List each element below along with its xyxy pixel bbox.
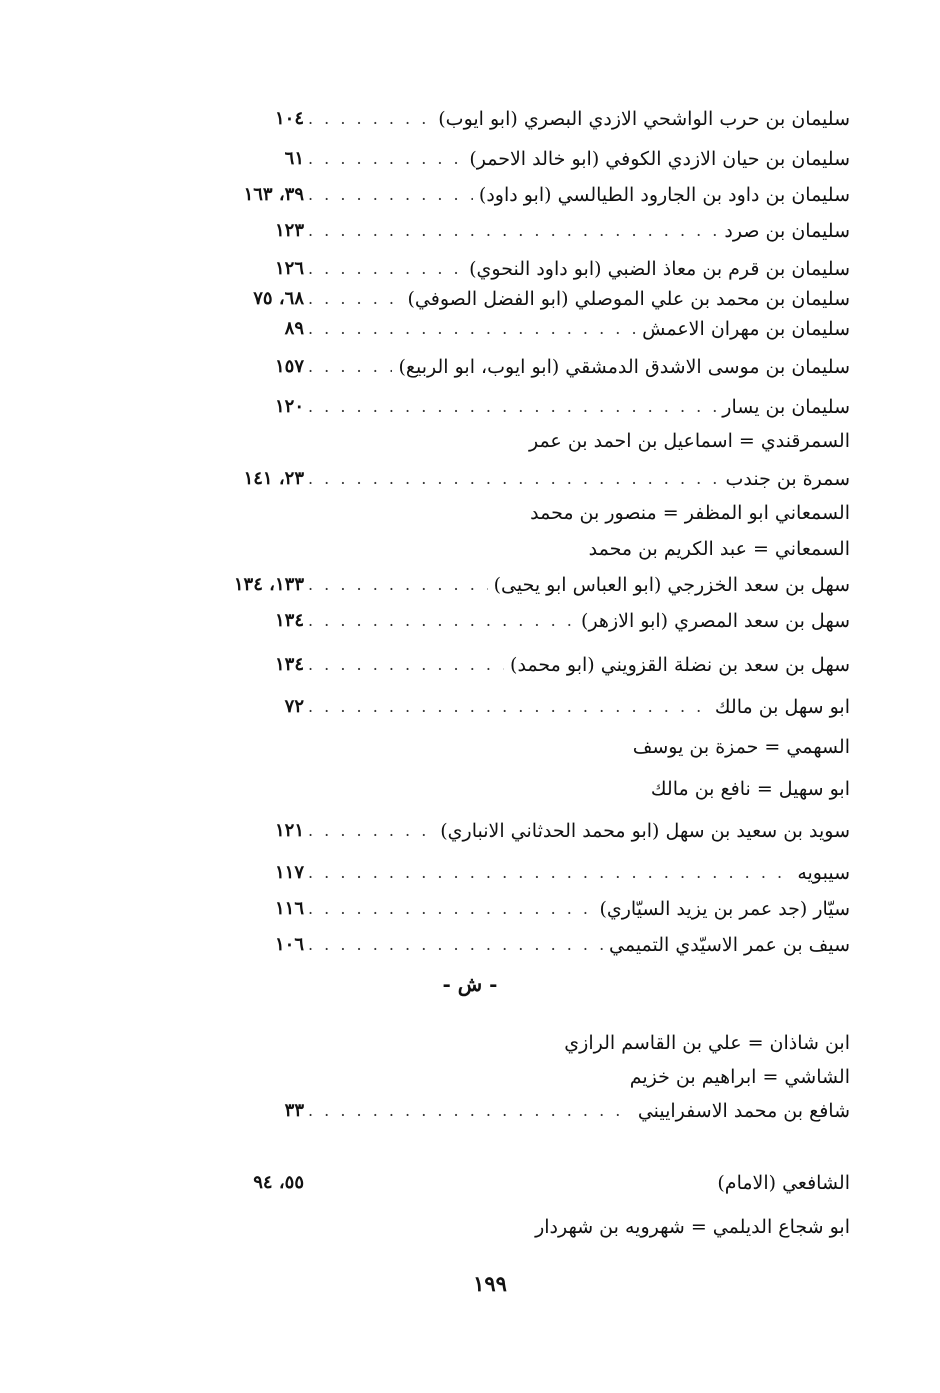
index-entry (200, 1166, 850, 1200)
index-entry (200, 1094, 850, 1128)
index-entry (200, 102, 850, 136)
index-entry (200, 856, 850, 890)
leader-dots (304, 892, 593, 926)
entry-name: ابن شاذان = علي بن القاسم الرازي (564, 1032, 850, 1054)
entry-name: سيبويه (797, 862, 850, 884)
entry-pages: ١٢١ (274, 820, 304, 841)
index-cross-reference (200, 1060, 850, 1094)
entry-name: سهل بن سعد بن نضلة القزويني (ابو محمد) (510, 654, 850, 676)
entry-name: سليمان بن صرد (724, 220, 850, 242)
index-entry (200, 892, 850, 926)
leader-dots (304, 312, 636, 346)
index-entry (200, 648, 850, 682)
index-entry (200, 350, 850, 384)
index-entry (200, 312, 850, 346)
leader-dots (304, 214, 718, 248)
leader-dots (304, 648, 504, 682)
index-entry (200, 604, 850, 638)
entry-name: سهل بن سعد المصري (ابو الازهر) (581, 610, 850, 632)
entry-pages: ١٢٠ (274, 396, 304, 417)
index-cross-reference (200, 424, 850, 458)
entry-pages: ١٣٣، ١٣٤ (233, 574, 304, 595)
index-entry (200, 928, 850, 962)
index-entry (200, 390, 850, 424)
leader-dots (304, 282, 401, 316)
entry-pages: ١٢٦ (274, 258, 304, 279)
entry-name: سهل بن سعد الخزرجي (ابو العباس ابو يحيى) (493, 574, 850, 596)
entry-name: سويد بن سعيد بن سهل (ابو محمد الحدثاني الانباري) (440, 820, 850, 842)
entry-name: سليمان بن حرب الواشحي الازدي البصري (ابو ايوب) (438, 108, 850, 130)
index-cross-reference (200, 730, 850, 764)
leader-dots (304, 252, 463, 286)
entry-name: سيف بن عمر الاسيّدي التميمي (609, 934, 850, 956)
entry-name: سليمان بن محمد بن علي الموصلي (ابو الفضل الصوفي) (407, 288, 850, 310)
entry-name: السهمي = حمزة بن يوسف (632, 736, 850, 758)
index-cross-reference (200, 1210, 850, 1244)
entry-name: سليمان بن يسار (722, 396, 850, 418)
page-number: ١٩٩ (473, 1271, 507, 1296)
leader-dots (304, 928, 603, 962)
index-entry (200, 568, 850, 602)
leader-dots (304, 142, 463, 176)
entry-pages: ١٠٦ (274, 934, 304, 955)
entry-name: السمرقندي = اسماعيل بن احمد بن عمر (528, 430, 850, 452)
entry-name: سليمان بن داود بن الجارود الطيالسي (ابو داود) (478, 184, 850, 206)
leader-dots (304, 350, 392, 384)
index-entry (200, 252, 850, 286)
entry-pages: ٥٥، ٩٤ (253, 1172, 304, 1193)
entry-name: سليمان بن مهران الاعمش (642, 318, 850, 340)
index-entry (200, 690, 850, 724)
entry-name: الشافعي (الامام) (717, 1172, 850, 1194)
entry-name: ابو سهل بن مالك (714, 696, 850, 718)
leader-dots (304, 390, 716, 424)
entry-pages: ١٥٧ (274, 356, 304, 377)
entry-name: السمعاني = عبد الكريم بن محمد (588, 538, 850, 560)
entry-pages: ١١٧ (274, 862, 304, 883)
entry-pages: ٣٩، ١٦٣ (243, 184, 304, 205)
index-cross-reference (200, 772, 850, 806)
entry-pages: ٦١ (284, 148, 304, 169)
leader-dots (304, 568, 488, 602)
index-cross-reference (200, 496, 850, 530)
entry-name: سيّار (جد عمر بن يزيد السيّاري) (599, 898, 850, 920)
entry-pages: ١١٦ (274, 898, 304, 919)
entry-name: ابو شجاع الديلمي = شهرويه بن شهردار (535, 1216, 850, 1238)
leader-dots (304, 814, 434, 848)
index-entry (200, 462, 850, 496)
entry-name: الشاشي = ابراهيم بن خزيم (629, 1066, 850, 1088)
index-cross-reference (200, 1026, 850, 1060)
entry-pages: ١٢٣ (274, 220, 304, 241)
index-entry (200, 814, 850, 848)
index-entry (200, 178, 850, 212)
entry-name: سمرة بن جندب (725, 468, 850, 490)
entry-name: سليمان بن قرم بن معاذ الضبي (ابو داود النحوي) (469, 258, 850, 280)
index-cross-reference (200, 532, 850, 566)
leader-dots (304, 856, 791, 890)
entry-pages: ٦٨، ٧٥ (253, 288, 304, 309)
leader-dots (304, 690, 709, 724)
entry-pages: ٣٣ (284, 1100, 304, 1121)
entry-pages: ٨٩ (284, 318, 304, 339)
leader-dots (304, 1094, 632, 1128)
entry-pages: ١٠٤ (274, 108, 304, 129)
leader-dots (304, 604, 575, 638)
entry-name: ابو سهيل = نافع بن مالك (650, 778, 850, 800)
leader-dots (304, 178, 473, 212)
entry-name: السمعاني ابو المظفر = منصور بن محمد (530, 502, 850, 524)
entry-name: سليمان بن حيان الازدي الكوفي (ابو خالد الاحمر) (469, 148, 850, 170)
leader-dots (304, 102, 432, 136)
index-entry (200, 214, 850, 248)
entry-name: سليمان بن موسى الاشدق الدمشقي (ابو ايوب، ابو الربيع) (398, 356, 850, 378)
leader-dots (304, 462, 719, 496)
entry-pages: ٢٣، ١٤١ (243, 468, 304, 489)
entry-pages: ١٣٤ (274, 654, 304, 675)
section-heading: - ش - (442, 972, 498, 996)
entry-pages: ١٣٤ (274, 610, 304, 631)
index-entry (200, 282, 850, 316)
index-entry (200, 142, 850, 176)
entry-name: شافع بن محمد الاسفراييني (637, 1100, 850, 1122)
entry-pages: ٧٢ (284, 696, 304, 717)
